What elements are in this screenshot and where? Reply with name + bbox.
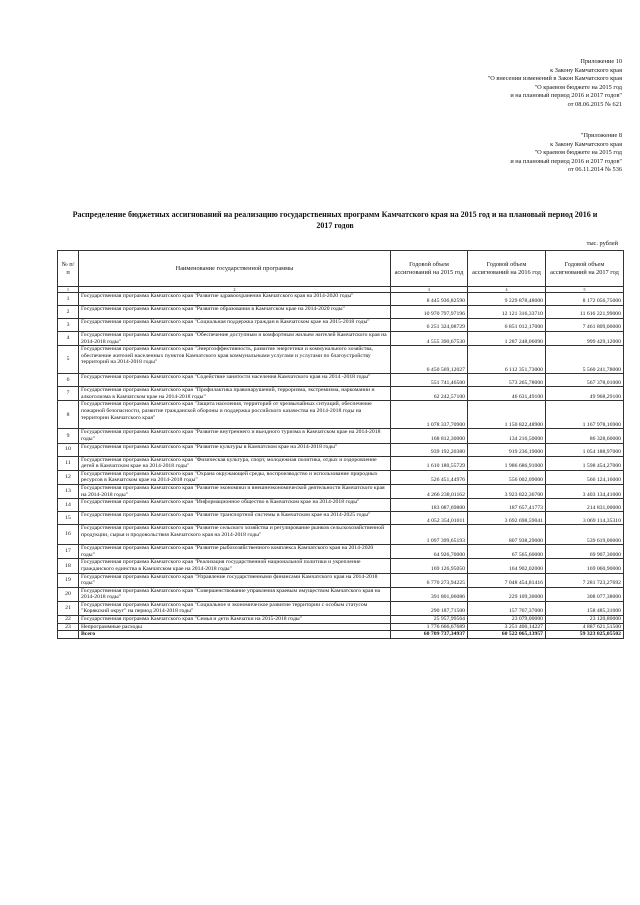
value-2015: 4 266 238,01162 — [391, 484, 468, 498]
value-2016: 134 216,50000 — [468, 429, 546, 443]
table-row — [58, 623, 624, 631]
program-name: Непрограммные расходы — [79, 623, 391, 631]
program-name: Государственная программа Камчатского края "Социальное и экономическое развитие территории с особым статусом "Корякский округ" на период 2014-2018 годы" — [79, 601, 391, 615]
value-2015: 4 052 354,01011 — [391, 512, 468, 525]
value-2015: 1 078 337,70900 — [391, 401, 468, 429]
row-number: 1 — [58, 293, 79, 306]
program-name: Государственная программа Камчатского края "Энергоэффективность, развитие энергетики и коммунального хозяйства, обеспечение жителей населенных пунктов Камчатского края коммунальными услугами и услугами по благоустройству территорий на 2014-2018 годы" — [79, 346, 391, 374]
value-2017: 539 619,00000 — [546, 525, 624, 545]
value-2016: 67 565,60000 — [468, 545, 546, 559]
value-2016: 1 150 822,48900 — [468, 401, 546, 429]
value-2015: 183 087,69800 — [391, 499, 468, 512]
value-2015: 168 812,30000 — [391, 429, 468, 443]
table-row — [58, 601, 624, 615]
table-row — [58, 387, 624, 401]
value-2016: 187 657,41773 — [468, 499, 546, 512]
appendix-line: "О краевом бюджете на 2015 год — [534, 149, 622, 157]
total-2017: 59 323 025,05502 — [546, 631, 624, 639]
table-row — [58, 429, 624, 443]
value-2017: 1 598 454,27000 — [546, 456, 624, 470]
value-2015: 10 970 797,97196 — [391, 306, 468, 319]
row-number: 7 — [58, 387, 79, 401]
value-2017: 308 077,38000 — [546, 587, 624, 601]
table-row — [58, 401, 624, 429]
value-2015: 169 126,95050 — [391, 559, 468, 573]
table-row — [58, 525, 624, 545]
program-name: Государственная программа Камчатского края "Развитие здравоохранения Камчатского края на 2014-2020 годы" — [79, 293, 391, 306]
program-name: Государственная программа Камчатского края "Развитие рыбохозяйственного комплекса Камчатского края на 2014-2020 годы" — [79, 545, 391, 559]
col-number: 1 — [58, 287, 79, 293]
row-number: 2 — [58, 306, 79, 319]
document-title: Распределение бюджетных ассигнований на реализацию государственных программ Камчатского края на 2015 год и на плановый период 2016 и 2017 годов — [72, 210, 598, 230]
table-row — [58, 559, 624, 573]
table-row — [58, 456, 624, 470]
value-2017: 169 060,90000 — [546, 559, 624, 573]
appendix-line: "О краевом бюджете на 2015 год — [534, 83, 622, 91]
value-2016: 9 229 878,48000 — [468, 293, 546, 306]
row-number: 9 — [58, 429, 79, 443]
value-2015: 391 801,06086 — [391, 587, 468, 601]
total-2015: 60 709 737,34937 — [391, 631, 468, 639]
row-number: 23 — [58, 623, 79, 631]
row-number: 20 — [58, 587, 79, 601]
row-number: 8 — [58, 401, 79, 429]
row-number: 5 — [58, 346, 79, 374]
row-number: 17 — [58, 545, 79, 559]
col-header-2015: Годовой объем ассигнований на 2015 год — [391, 251, 468, 287]
program-name: Государственная программа Камчатского края "Развитие образования в Камчатском крае на 2014-2020 годы" — [79, 306, 391, 319]
program-name: Государственная программа Камчатского края "Физическая культура, спорт, молодежная политика, отдых и оздоровление детей в Камчатском крае на 2014-2018 годы" — [79, 456, 391, 470]
program-name: Государственная программа Камчатского края "Совершенствование управления краевым имуществом Камчатского края на 2014-2018 годы" — [79, 587, 391, 601]
total-row — [58, 631, 624, 639]
value-2015: 25 957,99564 — [391, 616, 468, 624]
value-2017: 7 461 809,00000 — [546, 319, 624, 332]
value-2016: 229 109,30000 — [468, 587, 546, 601]
table-row — [58, 484, 624, 498]
value-2015: 1 610 180,55729 — [391, 456, 468, 470]
value-2017: 158 485,31000 — [546, 601, 624, 615]
program-name: Государственная программа Камчатского края "Семья и дети Камчатки на 2015-2018 годы" — [79, 616, 391, 624]
value-2017: 23 120,80000 — [546, 616, 624, 624]
appendix-line: и на плановый период 2016 и 2017 годов" — [510, 92, 622, 100]
appendix-8-header — [510, 132, 622, 175]
appendix-line: от 08.06.2015 № 621 — [567, 100, 622, 108]
appendix-line: к Закону Камчатского края — [550, 140, 622, 148]
value-2017: 7 281 723,27692 — [546, 573, 624, 587]
value-2016: 157 767,37000 — [468, 601, 546, 615]
value-2015: 1 776 666,67689 — [391, 623, 468, 631]
value-2015: 6 251 324,08729 — [391, 319, 468, 332]
col-header-name: Наименование государственной программы — [79, 251, 391, 287]
row-number: 14 — [58, 499, 79, 512]
value-2017: 49 968,29100 — [546, 387, 624, 401]
program-name: Государственная программа Камчатского края "Социальная поддержка граждан в Камчатском крае на 2015-2018 годы" — [79, 319, 391, 332]
appendix-line: Приложение 10 — [580, 58, 622, 65]
program-name: Государственная программа Камчатского края "Развитие культуры в Камчатском крае на 2014-2018 годы" — [79, 443, 391, 456]
value-2017: 566 124,16000 — [546, 470, 624, 484]
appendix-line: "О внесении изменений в Закон Камчатского края — [487, 75, 622, 83]
program-name: Государственная программа Камчатского края "Обеспечение доступным и комфортным жильем жителей Камчатского края на 2014-2018 годы" — [79, 332, 391, 346]
col-number: 2 — [79, 287, 391, 293]
value-2017: 3 069 114,35310 — [546, 512, 624, 525]
row-number: 3 — [58, 319, 79, 332]
table-row — [58, 545, 624, 559]
value-2016: 3 692 698,59041 — [468, 512, 546, 525]
row-number: 11 — [58, 456, 79, 470]
value-2016: 807 938,29000 — [468, 525, 546, 545]
row-number: 21 — [58, 601, 79, 615]
unit-label: тыс. рублей — [586, 240, 618, 247]
col-number: 4 — [468, 287, 546, 293]
value-2016: 919 236,19000 — [468, 443, 546, 456]
table-row — [58, 616, 624, 624]
value-2015: 939 192,20380 — [391, 443, 468, 456]
table-row — [58, 499, 624, 512]
row-number: 16 — [58, 525, 79, 545]
row-number: 4 — [58, 332, 79, 346]
table-body — [58, 293, 624, 631]
value-2017: 5 560 241,78000 — [546, 346, 624, 374]
table-row — [58, 374, 624, 387]
value-2017: 8 172 056,75000 — [546, 293, 624, 306]
table-row — [58, 443, 624, 456]
value-2017: 4 887 621,51500 — [546, 623, 624, 631]
value-2015: 551 741,46500 — [391, 374, 468, 387]
value-2016: 3 251 400,14227 — [468, 623, 546, 631]
table-row — [58, 573, 624, 587]
value-2017: 1 167 978,16900 — [546, 401, 624, 429]
table-row — [58, 319, 624, 332]
value-2016: 1 287 248,06090 — [468, 332, 546, 346]
program-name: Государственная программа Камчатского края "Управление государственными финансами Камчатского края на 2014-2018 годы" — [79, 573, 391, 587]
value-2016: 164 902,02000 — [468, 559, 546, 573]
program-name: Государственная программа Камчатского края "Информационное общество в Камчатском крае на 2014-2018 годы" — [79, 499, 391, 512]
value-2015: 290 187,71500 — [391, 601, 468, 615]
program-name: Государственная программа Камчатского края "Развитие экономики и внешнеэкономической деятельности Камчатского края на 2014-2018 годы" — [79, 484, 391, 498]
total-num-cell — [58, 631, 79, 639]
value-2016: 46 631,49100 — [468, 387, 546, 401]
value-2017: 69 907,30000 — [546, 545, 624, 559]
value-2016: 6 851 012,17000 — [468, 319, 546, 332]
value-2015: 8 445 936,82590 — [391, 293, 468, 306]
row-number: 19 — [58, 573, 79, 587]
total-label: Всего — [79, 631, 391, 639]
value-2017: 1 054 188,97000 — [546, 443, 624, 456]
value-2015: 62 242,57100 — [391, 387, 468, 401]
program-name: Государственная программа Камчатского края "Защита населения, территорий от чрезвычайных ситуаций, обеспечение пожарной безопасности, развитие гражданской обороны и поддержка российского казачества на 2014-2018 годы на территории Камчатского края" — [79, 401, 391, 429]
col-header-2017: Годовой объем ассигнований на 2017 год — [546, 251, 624, 287]
table-row — [58, 346, 624, 374]
value-2016: 573 265,78000 — [468, 374, 546, 387]
value-2017: 86 328,60000 — [546, 429, 624, 443]
row-number: 15 — [58, 512, 79, 525]
program-name: Государственная программа Камчатского края "Охрана окружающей среды, воспроизводство и использование природных ресурсов в Камчатском крае на 2014-2018 годы" — [79, 470, 391, 484]
budget-table — [57, 250, 624, 639]
value-2016: 23 079,00000 — [468, 616, 546, 624]
row-number: 6 — [58, 374, 79, 387]
row-number: 18 — [58, 559, 79, 573]
value-2016: 1 986 686,91000 — [468, 456, 546, 470]
table-row — [58, 470, 624, 484]
value-2015: 1 097 399,65193 — [391, 525, 468, 545]
table-row — [58, 332, 624, 346]
row-number: 13 — [58, 484, 79, 498]
value-2015: 526 451,44976 — [391, 470, 468, 484]
appendix-line: и на плановый период 2016 и 2017 годов" — [510, 157, 622, 165]
value-2016: 6 112 351,73000 — [468, 346, 546, 374]
value-2017: 999 429,12000 — [546, 332, 624, 346]
value-2017: 3 403 134,41000 — [546, 484, 624, 498]
appendix-10-header — [488, 58, 622, 110]
appendix-line: к Закону Камчатского края — [550, 66, 622, 74]
col-header-2016: Годовой объем ассигнований на 2016 год — [468, 251, 546, 287]
program-name: Государственная программа Камчатского края "Профилактика правонарушений, терроризма, экстремизма, наркомании и алкоголизма в Камчатском крае на 2014-2018 годы" — [79, 387, 391, 401]
program-name: Государственная программа Камчатского края "Развитие транспортной системы в Камчатском крае на 2014-2025 годы" — [79, 512, 391, 525]
col-number: 5 — [546, 287, 624, 293]
table-row — [58, 512, 624, 525]
program-name: Государственная программа Камчатского края "Содействие занятости населения Камчатского края на 2014 -2018 годы" — [79, 374, 391, 387]
value-2016: 12 121 316,33710 — [468, 306, 546, 319]
col-number: 3 — [391, 287, 468, 293]
program-name: Государственная программа Камчатского края "Развитие сельского хозяйства и регулирование рынков сельскохозяйственной продукции, сырья и продовольствия Камчатского края на 2014-2018 годы" — [79, 525, 391, 545]
value-2016: 7 048 454,81416 — [468, 573, 546, 587]
appendix-line: "Приложение 8 — [580, 132, 622, 139]
value-2017: 567 378,01000 — [546, 374, 624, 387]
table-row — [58, 293, 624, 306]
total-2016: 60 522 065,13957 — [468, 631, 546, 639]
row-number: 12 — [58, 470, 79, 484]
value-2015: 4 555 390,67530 — [391, 332, 468, 346]
program-name: Государственная программа Камчатского края "Реализация государственной национальной политики и укрепление гражданского единства в Камчатском крае на 2014-2018 годы" — [79, 559, 391, 573]
value-2015: 6 770 273,94225 — [391, 573, 468, 587]
value-2015: 64 926,70000 — [391, 545, 468, 559]
value-2017: 11 616 221,99000 — [546, 306, 624, 319]
col-header-num: № п/п — [58, 251, 79, 287]
row-number: 22 — [58, 616, 79, 624]
value-2017: 214 831,00000 — [546, 499, 624, 512]
table-row — [58, 306, 624, 319]
program-name: Государственная программа Камчатского края "Развитие внутреннего и въездного туризма в Камчатском крае на 2014-2018 годы" — [79, 429, 391, 443]
value-2016: 556 002,09000 — [468, 470, 546, 484]
row-number: 10 — [58, 443, 79, 456]
table-row — [58, 587, 624, 601]
appendix-line: от 06.11.2014 № 536 — [567, 166, 622, 174]
value-2016: 3 923 822,36700 — [468, 484, 546, 498]
value-2015: 6 450 569,12027 — [391, 346, 468, 374]
